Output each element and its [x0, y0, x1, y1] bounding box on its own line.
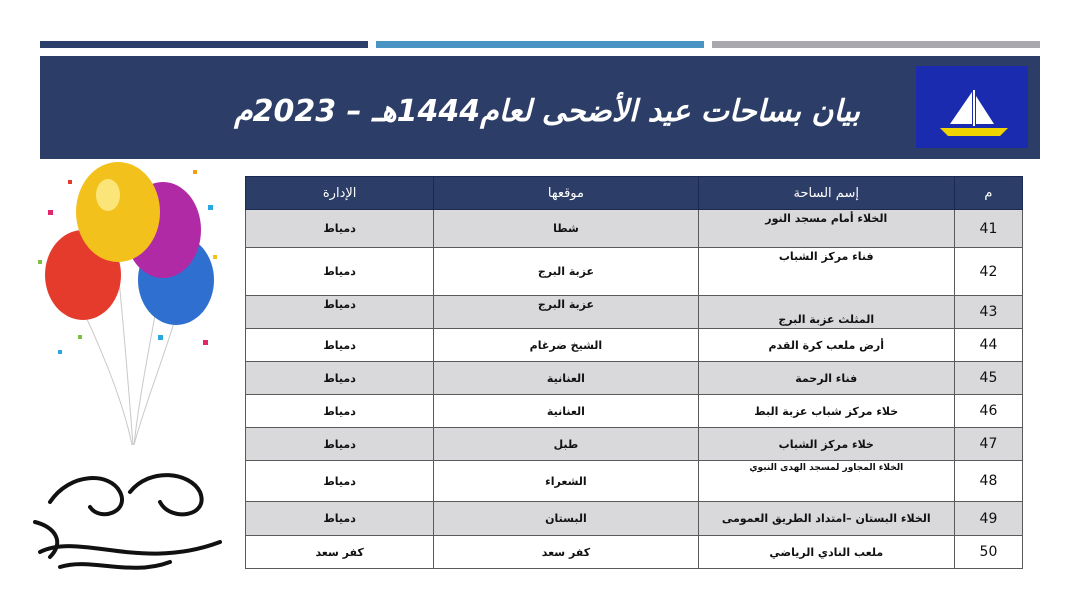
header-ground-name: إسم الساحة	[698, 177, 954, 210]
row-location: طبل	[434, 428, 698, 461]
row-administration: دمياط	[246, 329, 434, 362]
page-title: بيان بساحات عيد الأضحى لعام1444هـ – 2023م	[234, 94, 860, 129]
table-header-row	[246, 177, 1023, 210]
row-administration: دمياط	[246, 210, 434, 248]
row-number: 46	[954, 395, 1022, 428]
row-administration: كفر سعد	[246, 536, 434, 569]
prayer-grounds-table	[245, 176, 1023, 569]
row-location: عزبة البرج	[434, 296, 698, 329]
row-location: عزبة البرج	[434, 248, 698, 296]
header-administration: الإدارة	[246, 177, 434, 210]
row-location: العنانية	[434, 362, 698, 395]
row-administration: دمياط	[246, 428, 434, 461]
table-row	[246, 248, 1023, 296]
row-location: الشيخ ضرغام	[434, 329, 698, 362]
sailboat-icon	[916, 66, 1028, 148]
row-location: الشعراء	[434, 461, 698, 502]
header-location: موقعها	[434, 177, 698, 210]
row-ground-name: الخلاء المجاور لمسجد الهدى النبوي	[698, 461, 954, 502]
table-row	[246, 329, 1023, 362]
table-row	[246, 210, 1023, 248]
row-administration: دمياط	[246, 248, 434, 296]
row-ground-name: أرض ملعب كرة القدم	[698, 329, 954, 362]
row-ground-name: الخلاء البستان –امتداد الطريق العمومى	[698, 502, 954, 536]
row-number: 49	[954, 502, 1022, 536]
row-ground-name: المثلث عزبة البرج	[698, 296, 954, 329]
table-row	[246, 395, 1023, 428]
row-location: البستان	[434, 502, 698, 536]
header-number: م	[954, 177, 1022, 210]
table-row	[246, 428, 1023, 461]
top-bar-dark	[40, 41, 368, 48]
row-ground-name: خلاء مركز شباب عزبة البط	[698, 395, 954, 428]
row-ground-name: ملعب النادي الرياضي	[698, 536, 954, 569]
row-number: 45	[954, 362, 1022, 395]
row-ground-name: خلاء مركز الشباب	[698, 428, 954, 461]
row-ground-name: فناء الرحمة	[698, 362, 954, 395]
row-ground-name: فناء مركز الشباب	[698, 248, 954, 296]
table-row	[246, 502, 1023, 536]
table-row	[246, 362, 1023, 395]
row-administration: دمياط	[246, 395, 434, 428]
row-location: العنانية	[434, 395, 698, 428]
row-number: 41	[954, 210, 1022, 248]
row-administration: دمياط	[246, 461, 434, 502]
row-location: شطا	[434, 210, 698, 248]
top-bar-blue	[376, 41, 704, 48]
row-administration: دمياط	[246, 502, 434, 536]
row-number: 48	[954, 461, 1022, 502]
table-row	[246, 536, 1023, 569]
row-administration: دمياط	[246, 296, 434, 329]
row-ground-name: الخلاء أمام مسجد النور	[698, 210, 954, 248]
row-number: 50	[954, 536, 1022, 569]
title-banner	[40, 56, 1040, 159]
sailboat-logo	[916, 66, 1028, 148]
row-number: 42	[954, 248, 1022, 296]
row-location: كفر سعد	[434, 536, 698, 569]
balloons-image	[28, 160, 228, 460]
row-number: 47	[954, 428, 1022, 461]
table-row	[246, 296, 1023, 329]
eid-saeed-calligraphy	[20, 462, 240, 582]
row-number: 44	[954, 329, 1022, 362]
table-row	[246, 461, 1023, 502]
top-bar-gray	[712, 41, 1040, 48]
row-administration: دمياط	[246, 362, 434, 395]
row-number: 43	[954, 296, 1022, 329]
